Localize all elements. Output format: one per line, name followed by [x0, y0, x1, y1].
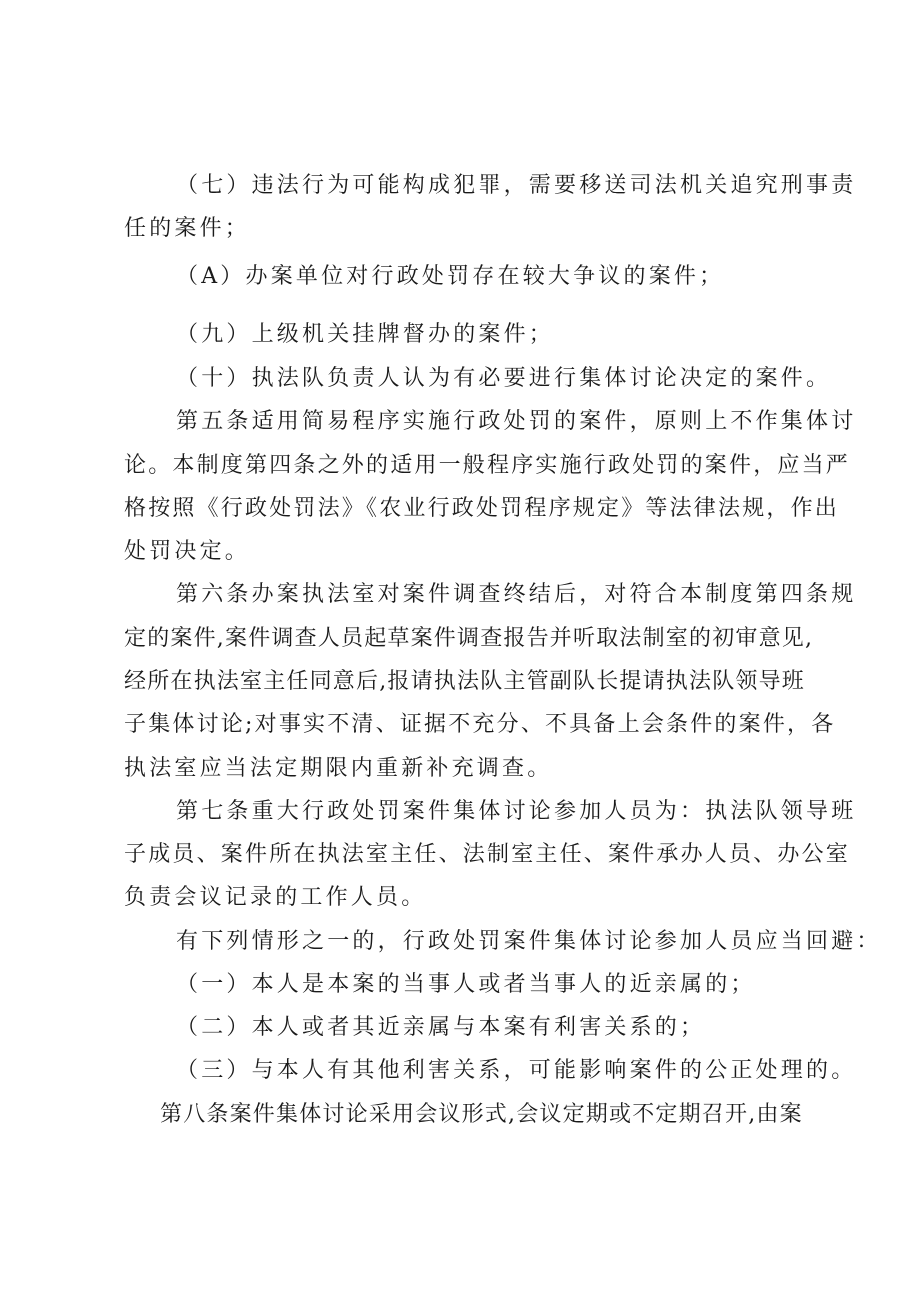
text-line: 负责会议记录的工作人员。	[124, 885, 427, 910]
text-line: （一）本人是本案的当事人或者当事人的近亲属的；	[176, 972, 756, 997]
text-line: 论。本制度第四条之外的适用一般程序实施行政处罚的案件，应当严	[124, 453, 851, 478]
text-line: （三）与本人有其他利害关系，可能影响案件的公正处理的。	[176, 1058, 857, 1083]
text-line: 第五条适用简易程序实施行政处罚的案件，原则上不作集体讨	[176, 409, 857, 434]
text-line: 第七条重大行政处罚案件集体讨论参加人员为：执法队领导班	[176, 799, 857, 824]
text-line: 定的案件,案件调查人员起草案件调查报告并听取法制室的初审意见,	[124, 626, 814, 651]
text-line: 执法室应当法定期限内重新补充调查。	[124, 756, 553, 781]
text-line: （十）执法队负责人认为有必要进行集体讨论决定的案件。	[176, 366, 832, 391]
text-line: 子成员、案件所在执法室主任、法制室主任、案件承办人员、办公室	[124, 842, 851, 867]
text-line: 格按照《行政处罚法》《农业行政处罚程序规定》等法律法规，作出	[124, 496, 840, 521]
text-line: 处罚决定。	[124, 539, 251, 564]
text-line: 经所在执法室主任同意后,报请执法队主管副队长提请执法队领导班	[124, 669, 805, 694]
text-line: （七）违法行为可能构成犯罪，需要移送司法机关追究刑事责	[176, 173, 857, 198]
text-line: （二）本人或者其近亲属与本案有利害关系的；	[176, 1015, 706, 1040]
text-line: 子集体讨论;对事实不清、证据不充分、不具备上会条件的案件，各	[124, 712, 836, 737]
text-line: 第六条办案执法室对案件调查终结后，对符合本制度第四条规	[176, 582, 857, 607]
text-line: 有下列情形之一的，行政处罚案件集体讨论参加人员应当回避：	[176, 929, 882, 954]
text-line: 第八条案件集体讨论采用会议形式,会议定期或不定期召开,由案	[160, 1102, 803, 1127]
text-line: 任的案件；	[124, 216, 251, 241]
text-line: （A）办案单位对行政处罚存在较大争议的案件；	[176, 264, 725, 289]
text-line: （九）上级机关挂牌督办的案件；	[176, 322, 555, 347]
